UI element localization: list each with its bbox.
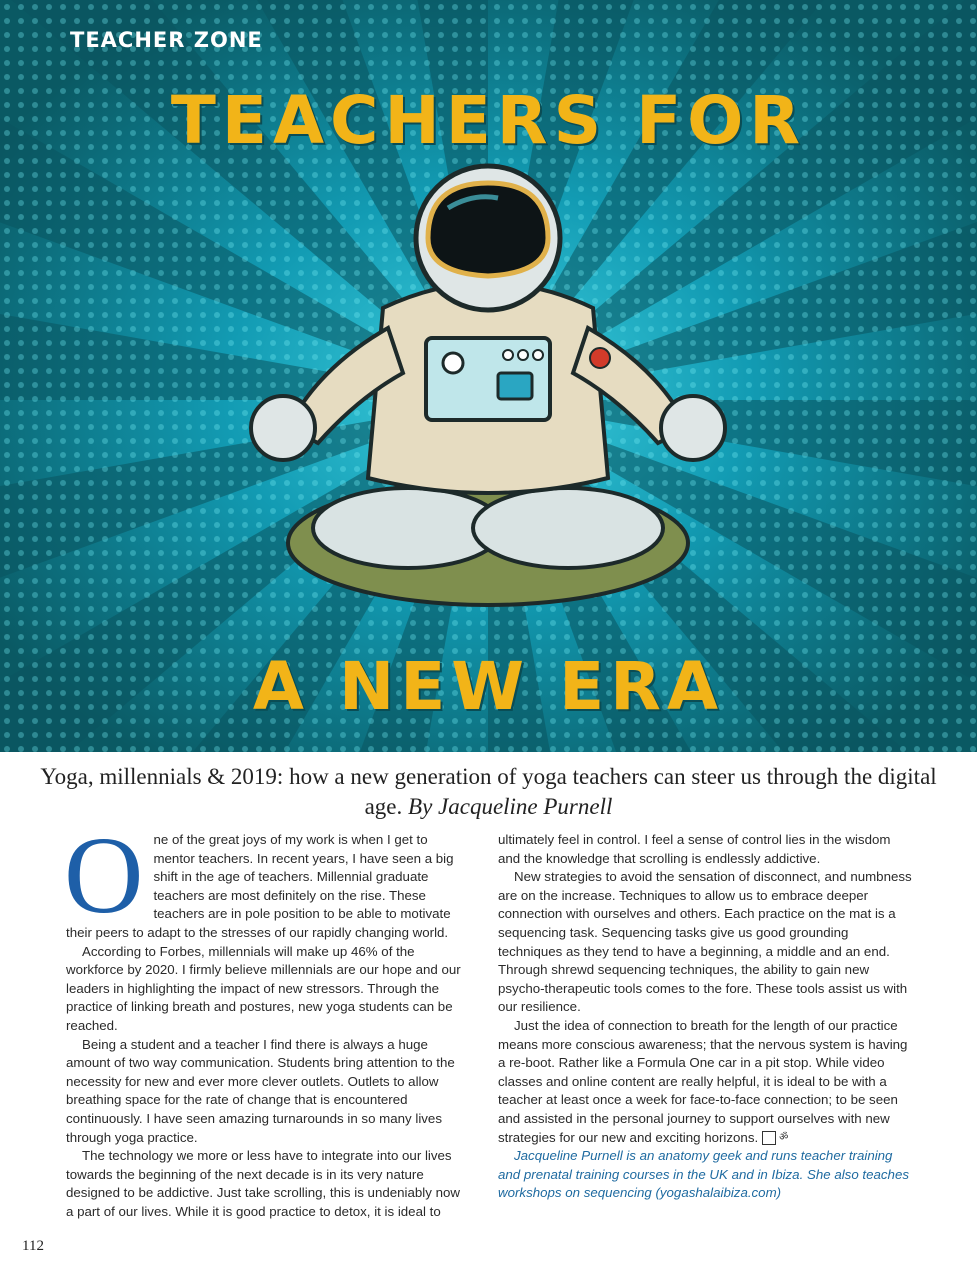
om-end-mark-icon: ॐ: [762, 1131, 776, 1145]
paragraph: ultimately feel in control. I feel a sense of control lies in the wisdom and the knowledge that scrolling is endlessly addictive.: [498, 832, 891, 866]
article-column-right: [498, 831, 912, 1203]
drop-cap: O: [64, 814, 144, 936]
paragraph: [64, 814, 470, 943]
paragraph: The technology we more or less have to integrate into our lives towards the beginning of the next decade is in its very nature designed to be addictive. Just take scrolling, this is undeniably now a part of our lives. While it is good practice to detox, it is ideal to: [66, 1148, 460, 1219]
headline-top: TEACHERS FOR: [170, 82, 807, 159]
deck-text: Yoga, millennials & 2019: how a new generation of yoga teachers can steer us through the digital age.: [40, 764, 937, 819]
paragraph: [498, 1017, 912, 1147]
author-bio: Jacqueline Purnell is an anatomy geek and runs teacher training and prenatal training courses in the UK and in Ibiza. She also teaches workshops on sequencing (yogashalaibiza.com): [498, 1148, 909, 1201]
meditating-astronaut-icon: [208, 158, 768, 638]
paragraph: Being a student and a teacher I find there is always a huge amount of two way communication. Students bring attention to the necessity for new and ever more clever outlets. Outlets to allow breathing space for the rate of change that is encountered continuously. I have seen amazing turnarounds in so many lives through yoga practice.: [66, 1036, 455, 1145]
paragraph-text: ne of the great joys of my work is when I get to mentor teachers. In recent years, I have seen a big shift in the age of teachers. Millennial graduate teachers are most definitely on the rise. These teachers are in pole position to be able to motivate their peers to adapt to the stresses of our rapidly changing world.: [66, 832, 454, 940]
headline-bottom: A NEW ERA: [252, 648, 725, 725]
paragraph: According to Forbes, millennials will make up 46% of the workforce by 2020. I firmly believe millennials are our hope and our leaders in highlighting the impact of new stressors. Through the practice of linking breath and postures, new yoga students can be reached.: [66, 943, 461, 1033]
page-number: 112: [22, 1238, 44, 1254]
article-column-left: [64, 814, 470, 1221]
paragraph: New strategies to avoid the sensation of disconnect, and numbness are on the increase. Techniques to allow us to embrace deeper connection with ourselves and others. Each practice on the mat is a sequencing task. Sequencing tasks give us good grounding techniques as they tend to have a beginning, a middle and an end. Through shrewd sequencing techniques, the ability to gain new psycho-therapeutic tools comes to the fore. These tools assist us with our resilience.: [498, 869, 912, 1015]
byline: By Jacqueline Purnell: [408, 794, 613, 819]
paragraph-text: Just the idea of connection to breath for the length of our practice means more conscious awareness; that the nervous system is having a re-boot. Rather like a Formula One car in a pit stop. While video classes and online content are really helpful, it is ideal to be with a teacher at least once a week for face-to-face connection; to be seen and assisted in the personal journey to support ourselves with new strategies for our new and exciting horizons.: [498, 1017, 908, 1145]
section-tag: TEACHER ZONE: [70, 28, 263, 52]
article-deck: [40, 762, 937, 822]
